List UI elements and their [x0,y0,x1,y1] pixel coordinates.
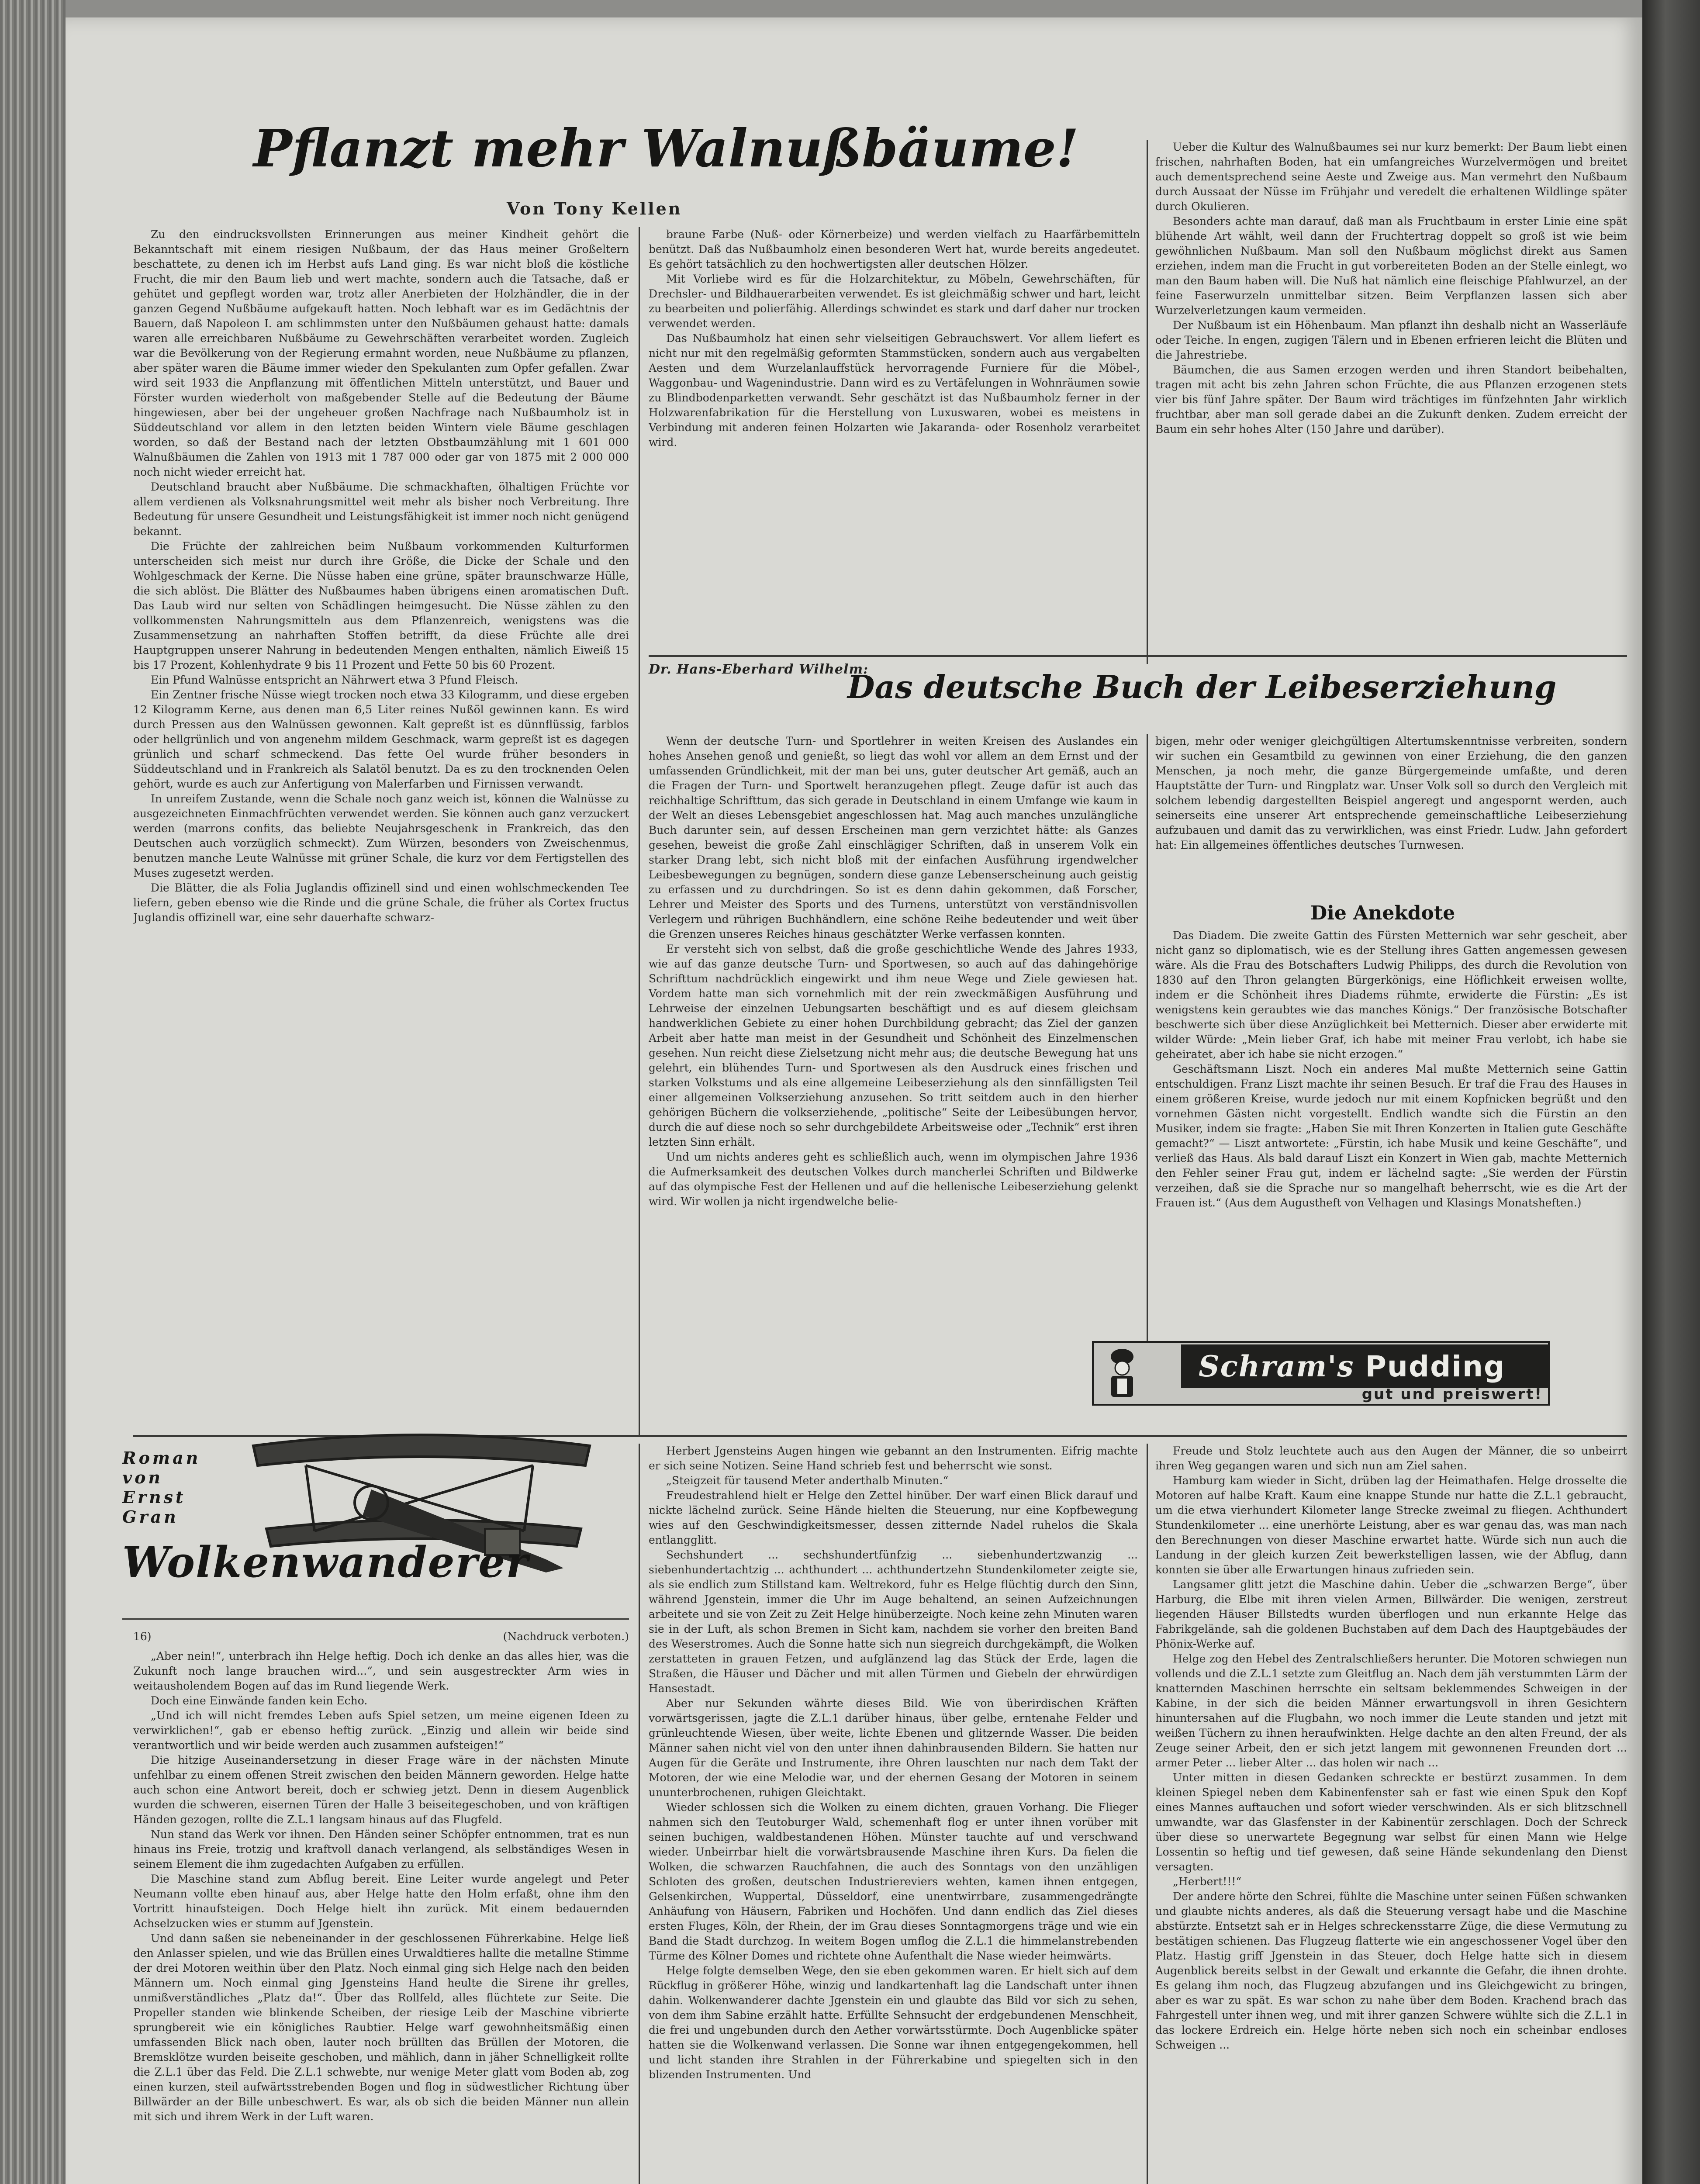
novel-copyright-notice: (Nachdruck verboten.) [503,1630,629,1643]
novel-chapter-number: 16) [133,1630,152,1643]
newspaper-page [66,17,1642,2184]
novel-column-2: Herbert Jgensteins Augen hingen wie gebannt an den Instrumenten. Eifrig machte er sich seine Notizen. Seine Hand schrieb fest und beherrscht wie sonst. „Steigzeit für tausend Meter anderthalb Minuten.“ Freudestrahlend hielt er Helge den Zettel hinüber. Der warf einen Blick darauf und nickte lächelnd zurück. Seine Hände hielten die Steuerung, nur eine Kopfbewegung wies auf den Geschwindigkeitsmesser, dessen zitternde Nadel ruhelos die Skala entlangglitt. Sechshundert ... sechshundertfünfzig ... siebenhundertzwanzig ... siebenhundertachtzig ... achthundert ... achthundertzehn Stundenkilometer zeigte sie, als sie endlich zum Stillstand kam. Weltrekord, fuhr es Helge flüchtig durch den Sinn, während Jgenstein, immer die Uhr im Auge behaltend, an seinen Aufzeichnungen arbeitete und sie von Zeit zu Zeit Helge hinüberzeigte. Noch keine zehn Minuten waren sie in der Luft, als schon Bremen in Sicht kam, nachdem sie vorher den breiten Band des Weserstromes. Auch die Sonne hatte sich nun siegreich durchgekämpft, die Wolken zerstatteten in grauen Fetzen, und aufglänzend lag das Stück der Erde, lagen die Straßen, die Häuser und Dächer und mit allen Türmen und Giebeln der ehrwürdigen Hansestadt. Aber nur Sekunden währte dieses Bild. Wie von überirdischen Kräften vorwärtsgerissen, jagte die Z.L.1 darüber hinaus, über gelbe, erntenahe Felder und grünleuchtende Wiesen, über weite, lichte Ebenen und glitzernde Wasser. Die beiden Männer sahen nicht viel von den unter ihnen dahinbrausenden Bildern. Sie hatten nur Augen für die Geräte und Instrumente, ihre Ohren lauschten nur nach dem Takt der Motoren, der wie eine Melodie war, und der ehernen Gesang der Motoren in seinem ununterbrochenen, ruhigen Gleichtakt. Wieder schlossen sich die Wolken zu einem dichten, grauen Vorhang. Die Flieger nahmen sich den Teutoburger Wald, schemenhaft flog er unter ihnen vorüber mit seinen buchigen, waldbestandenen Höhen. Münster tauchte auf und verschwand wieder. Unbeirrbar hielt die vorwärtsbrausende Maschine ihren Kurs. Da fielen die Wolken, die schwarzen Rauchfahnen, die auch des Sonntags von den unzähligen Schloten des großen, deutschen Industriereviers wehten, kamen ihnen entgegen, Gelsenkirchen, Wuppertal, Düsseldorf, eine unentwirrbare, zusammengedrängte Anhäufung von Häusern, Fabriken und Hochöfen. Und dann endlich das Ziel dieses ersten Fluges, Köln, der Rhein, der im Grau dieses Sonntagmorgens träge und wie ein Band die Stadt durchzog. In weitem Bogen umflog die Z.L.1 die himmelanstrebenden Türme des Kölner Domes und richtete ohne Aufenthalt die Nase wieder heimwärts. Helge folgte demselben Wege, den sie eben gekommen waren. Er hielt sich auf dem Rückflug in größerer Höhe, winzig und landkartenhaft lag die Landschaft unter ihnen dahin. Wolkenwanderer dachte Jgenstein ein und glaubte das Bild vor sich zu sehen, von dem ihm Sabine erzählt hatte. Erfüllte Sehnsucht der erdgebundenen Menschheit, die frei und ungebunden durch den Aether vorwärtsstürmte. Doch Augenblicke später hatten sie die Wolkenwand verlassen. Die Sonne war ihnen entgegengekommen, hell und licht standen ihre Strahlen in der Führerkabine und spiegelten sich in den blizenden Instrumenten. Und [649,1444,1138,2081]
novel-column-3: Freude und Stolz leuchtete auch aus den Augen der Männer, die so unbeirrt ihren Weg gegangen waren und sich nun am Ziel sahen. Hamburg kam wieder in Sicht, drüben lag der Heimathafen. Helge drosselte die Motoren auf halbe Kraft. Kaum eine knappe Stunde nur hatte die Z.L.1 gebraucht, um die etwa vierhundert Kilometer lange Strecke zweimal zu fliegen. Achthundert Stundenkilometer ... eine unerhörte Leistung, aber es war genau das, was man nach den Berechnungen von dieser Maschine erwartet hatte. Würde sich nun auch die Landung in der gleich kurzen Zeit bewerkstelligen lassen, wie der Abflug, dann konnten sie über alle Erwartungen hinaus zufrieden sein. Langsamer glitt jetzt die Maschine dahin. Ueber die „schwarzen Berge“, über Harburg, die Elbe mit ihren vielen Armen, Billwärder. Die wenigen, zerstreut liegenden Häuser Billstedts wurden überflogen und nun erkannte Helge das Fabrikgelände, sah die goldenen Buchstaben auf dem Dach des Hauptgebäudes der Phönix-Werke auf. Helge zog den Hebel des Zentralschließers herunter. Die Motoren schwiegen nun vollends und die Z.L.1 setzte zum Gleitflug an. Nach dem jäh verstummten Lärm der knatternden Maschinen herrschte ein seltsam beklemmendes Schweigen in der Kabine, in der sich die beiden Männer erwartungsvoll in ihren Gesichtern hinuntersahen auf die Flugbahn, wo noch immer die Leute standen und jetzt mit weißen Tüchern zu ihnen heraufwinkten. Helge dachte an den alten Freund, der als Zeuge seiner Arbeit, den er sich jetzt langem mit gewonnenen Freunden dort ... armer Peter ... lieber Alter ... das holen wir nach ... Unter mitten in diesen Gedanken schreckte er bestürzt zusammen. In dem kleinen Spiegel neben dem Kabinenfenster sah er fast wie einen Spuk den Kopf eines Mannes auftauchen und sofort wieder verschwinden. Als er sich blitzschnell umwandte, war das Glasfenster in der Kabinentür zerschlagen. Doch der Schreck über diese so unerwartete Begegnung war selbst für einen Mann wie Helge Lossentin so heftig und tief gewesen, daß seine Hände sekundenlang den Dienst versagten. „Herbert!!!“ Der andere hörte den Schrei, fühlte die Maschine unter seinen Füßen schwanken und glaubte nichts anderes, als daß die Steuerung versagt habe und die Maschine abstürzte. Entsetzt sah er in Helges schreckensstarre Züge, die diese Vermutung zu bestätigen schienen. Das Flugzeug flatterte wie ein angeschossener Vogel über den Platz. Hastig griff Jgenstein in das Steuer, doch Helge hatte sich in diesem Augenblick bereits selbst in der Gewalt und erkannte die Gefahr, die ihnen drohte. Es gelang ihm noch, das Flugzeug abzufangen und ins Gleichgewicht zu bringen, aber es war zu spät. Es war schon zu nahe über dem Boden. Krachend brach das Fahrgestell unter ihnen weg, und mit ihrer ganzen Schwere wühlte sich die Z.L.1 in das lockere Erdreich ein. Helge hörte neben sich noch ein scheinbar endloses Schweigen ... [1155,1444,1627,2051]
article1-column-1: Zu den eindrucksvollsten Erinnerungen aus meiner Kindheit gehört die Bekanntschaft mit einem riesigen Nußbaum, der das Haus meiner Großeltern beschattete, zu denen ich im Herbst aufs Land ging. Es war nicht bloß die köstliche Frucht, die mir den Baum lieb und wert machte, sondern auch die Tatsache, daß er gehütet und gepflegt worden war, trotz aller Anerbieten der Holzhändler, die in der ganzen Gegend Nußbäume aufgekauft hatten. Noch lebhaft war es im Gedächtnis der Bauern, daß Napoleon I. am schlimmsten unter den Nußbäumen gehaust hatte: damals waren alle erreichbaren Nußbäume zu Gewehrschäften verarbeitet worden. Zugleich war die Bevölkerung von der Regierung ermahnt worden, neue Nußbäume zu pflanzen, aber später waren die Bäume immer wieder den Spekulanten zum Opfer gefallen. Zwar wird seit 1933 die Anpflanzung mit öffentlichen Mitteln unterstützt, und Bauer und Förster wurden wiederholt von maßgebender Stelle auf die Bedeutung der Bäume hingewiesen, aber bei der ungeheuer großen Nachfrage nach Nußbaumholz ist in Süddeutschland vor allem in den letzten beiden Wintern viele Bäume geschlagen worden, so daß der Bestand nach der letzten Obstbaumzählung mit 1 601 000 Walnußbäumen die Zahlen von 1913 mit 1 787 000 oder gar von 1875 mit 2 000 000 noch nicht wieder erreicht hat. Deutschland braucht aber Nußbäume. Die schmackhaften, ölhaltigen Früchte vor allem verdienen als Volksnahrungsmittel weit mehr als bisher noch Verbreitung. Ihre Bedeutung für unsere Gesundheit und Leistungsfähigkeit ist immer noch nicht genügend bekannt. Die Früchte der zahlreichen beim Nußbaum vorkommenden Kulturformen unterscheiden sich meist nur durch ihre Größe, die Dicke der Schale und den Wohlgeschmack der Kerne. Die Nüsse haben eine grüne, später braunschwarze Hülle, die sich ablöst. Die Blätter des Nußbaumes haben übrigens einen aromatischen Duft. Das Laub wird nur selten von Schädlingen heimgesucht. Die Nüsse zählen zu den vollkommensten Nahrungsmitteln aus dem Pflanzenreich, wenigstens was die Zusammensetzung an nahrhaften Stoffen betrifft, da diese Früchte alle drei Hauptgruppen unserer Nahrung in bedeutenden Mengen enthalten, nämlich Eiweiß 15 bis 17 Prozent, Kohlenhydrate 9 bis 11 Prozent und Fette 50 bis 60 Prozent. Ein Pfund Walnüsse entspricht an Nährwert etwa 3 Pfund Fleisch. Ein Zentner frische Nüsse wiegt trocken noch etwa 33 Kilogramm, und diese ergeben 12 Kilogramm Kerne, aus denen man 6,5 Liter reines Nußöl gewinnen kann. Es wird durch Pressen aus den Walnüssen gewonnen. Kalt gepreßt ist es dünnflüssig, farblos oder hellgrünlich und von angenehm mildem Geschmack, warm gepreßt ist es dagegen grünlich und scharf schmeckend. Das fette Oel wurde früher besonders in Süddeutschland und in Frankreich als Salatöl benutzt. Da es zu den trocknenden Oelen gehört, wurde es auch zur Anfertigung von Malerfarben und Firnissen verwandt. In unreifem Zustande, wenn die Schale noch ganz weich ist, können die Walnüsse zu ausgezeichneten Einmachfrüchten verwendet werden. Sie können auch ganz verzuckert werden (marrons confits, das beliebte Neujahrsgeschenk in Frankreich, das den Deutschen auch vorzüglich schmeckt). Zum Würzen, besonders von Zweischenmus, benutzen manche Leute Walnüsse mit grüner Schale, die kurz vor dem Fertigstellen des Muses zugesetzt werden. Die Blätter, die als Folia Juglandis offizinell sind und einen wohlschmeckenden Tee liefern, geben ebenso wie die Rinde und die grüne Schale, die früher als Cortex fructus Juglandis offizinell war, eine sehr dauerhafte schwarz- [133,228,629,924]
anecdote-text: Das Diadem. Die zweite Gattin des Fürsten Metternich war sehr gescheit, aber nicht ganz so diplomatisch, wie es der Stellung ihres Gatten angemessen gewesen wäre. Als die Frau des Botschafters Ludwig Philipps, des durch die Revolution von 1830 auf den Thron gelangten Bürgerkönigs, eine Höflichkeit erweisen wollte, indem er die Schönheit ihres Diadems rühmte, erwiderte die Fürstin: „Es ist wenigstens kein geraubtes wie das manches Königs.“ Der französische Botschafter beschwerte sich über diese Anzüglichkeit bei Metternich. Dieser aber erwiderte mit wilder Würde: „Mein lieber Graf, ich habe mit meiner Frau verlobt, ich habe sie geheiratet, aber ich habe sie nicht erzogen.“ Geschäftsmann Liszt. Noch ein anderes Mal mußte Metternich seine Gattin entschuldigen. Franz Liszt machte ihr seinen Besuch. Er traf die Frau des Hauses in einem größeren Kreise, wurde jedoch nur mit einem Kopfnicken begrüßt und den vornehmen Gästen nicht vorgestellt. Endlich wandte sich die Fürstin an den Musiker, indem sie fragte: „Haben Sie mit Ihren Konzerten in Italien gute Geschäfte gemacht?“ — Liszt antwortete: „Fürstin, ich habe Musik und keine Geschäfte“, und verließ das Haus. Als bald darauf Liszt ein Konzert in Wien gab, machte Metternich den Fehler seiner Frau gut, indem er lächelnd sagte: „Sie werden der Fürstin verzeihen, daß sie die Sprache nur so mangelhaft beherrscht, wie es die Art der Frauen ist.“ (Aus dem Augustheft von Velhagen und Klasings Monatsheften.) [1155,929,1627,1209]
article2-author: Dr. Hans-Eberhard Wilhelm: [649,662,869,677]
novel-label [122,1448,201,1527]
column-rule [639,1444,640,2184]
article1-column-3: Ueber die Kultur des Walnußbaumes sei nur kurz bemerkt: Der Baum liebt einen frischen, nahrhaften Boden, hat ein umfangreiches Wurzelvermögen und breitet auch dementsprechend seine Aeste und Zweige aus. Man vermehrt den Nußbaum durch Aussaat der Nüsse im Frühjahr und veredelt die erhaltenen Wildlinge später durch Okulieren. Besonders achte man darauf, daß man als Fruchtbaum in erster Linie eine spät blühende Art wählt, weil dann der Fruchtertrag doppelt so groß ist wie beim gewöhnlichen Nußbaum. Man soll den Nußbaum möglichst direkt aus Samen erziehen, indem man die Frucht in gut vorbereiteten Boden an der Stelle einlegt, wo man den Baum haben will. Die Nuß hat nämlich eine fleischige Pfahlwurzel, an der feine Faserwurzeln unmittelbar sitzen. Beim Verpflanzen lassen sich aber Wurzelverletzungen kaum vermeiden. Der Nußbaum ist ein Höhenbaum. Man pflanzt ihn deshalb nicht an Wasserläufe oder Teiche. In engen, zugigen Tälern und in Ebenen erfrieren leicht die Blüten und die Jahrestriebe. Bäumchen, die aus Samen erzogen werden und ihren Standort beibehalten, tragen mit acht bis zehn Jahren schon Früchte, die aus Pflanzen erzogenen stets vier bis fünf Jahre später. Der Baum wird trächtiges im fünfzehnten Jahr wirklich fruchtbar, aber man soll gerade dabei an die Zukunft denken. Zudem erreicht der Baum ein sehr hohes Alter (150 Jahre und darüber). [1155,141,1627,435]
book-right-edge [1642,0,1700,2184]
section-rule [122,1618,629,1620]
article1-column-2: braune Farbe (Nuß- oder Körnerbeize) und werden vielfach zu Haarfärbemitteln benützt. Daß das Nußbaumholz einen besonderen Wert hat, wurde bereits angedeutet. Es gehört tatsächlich zu den hochwertigsten aller deutschen Hölzer. Mit Vorliebe wird es für die Holzarchitektur, zu Möbeln, Gewehrschäften, für Drechsler- und Bildhauerarbeiten verwendet. Es ist gleichmäßig schwer und hart, leicht zu bearbeiten und polierfähig. Allerdings schwindet es stark und darf daher nur trocken verwendet werden. Das Nußbaumholz hat einen sehr vielseitigen Gebrauchswert. Vor allem liefert es nicht nur mit den regelmäßig geformten Stammstücken, sondern auch aus vergabelten Aesten und dem Wurzelanlauffstück hervorragende Furniere für die Möbel-, Waggonbau- und Wagenindustrie. Dann wird es zu Vertäfelungen in Wohnräumen sowie zu Blindbodenparketten verwandt. Sehr geschätzt ist das Nußbaumholz ferner in der Holzwarenfabrikation für die Herstellung von Luxuswaren, wobei es meistens in Verbindung mit anderen feinen Holzarten wie Jakaranda- oder Rosenholz verarbeitet wird. [649,228,1140,449]
novel-column-1: „Aber nein!“, unterbrach ihn Helge heftig. Doch ich denke an das alles hier, was die Zukunft noch lange brauchen wird...“, und sein ausgestreckter Arm wies in weitausholendem Bogen auf das im Rund liegende Werk. Doch eine Einwände fanden kein Echo. „Und ich will nicht fremdes Leben aufs Spiel setzen, um meine eigenen Ideen zu verwirklichen!“, gab er ebenso heftig zurück. „Einzig und allein wir beide sind verantwortlich und wir beide werden auch zusammen aufsteigen!“ Die hitzige Auseinandersetzung in dieser Frage wäre in der nächsten Minute unfehlbar zu einem offenen Streit zwischen den beiden Männern geworden. Helge hatte auch schon eine Antwort bereit, doch er schwieg jetzt. Denn in diesem Augenblick wurden die schweren, eisernen Türen der Halle 3 beiseitegeschoben, und von kräftigen Händen gezogen, rollte die Z.L.1 langsam hinaus auf das Flugfeld. Nun stand das Werk vor ihnen. Den Händen seiner Schöpfer entnommen, trat es nun hinaus ins Freie, trotzig und kraftvoll danach verlangend, als selbständiges Wesen in seinem Element die ihm zugedachten Aufgaben zu erfüllen. Die Maschine stand zum Abflug bereit. Eine Leiter wurde angelegt und Peter Neumann vollte eben hinauf aus, aber Helge hatte den Holm erfaßt, ohne ihm den Vortritt hinaufsteigen. Doch Helge hielt ihn zurück. Mit einem bedauernden Achselzucken wies er stumm auf Jgenstein. Und dann saßen sie nebeneinander in der geschlossenen Führerkabine. Helge ließ den Anlasser spielen, und wie das Brüllen eines Urwaldtieres hallte die metallne Stimme der drei Motoren weithin über den Platz. Noch einmal ging sich Helge nach den beiden Männern um. Noch einmal ging Jgensteins Hand heulte die Sirene ihr grelles, unmißverständliches „Platz da!“. Über das Rollfeld, alles flüchtete zur Seite. Die Propeller standen wie blinkende Scheiben, der riesige Leib der Maschine vibrierte sprungbereit wie ein königliches Raubtier. Helge warf gewohnheitsmäßig einen umfassenden Blick nach oben, lauter noch brüllten das Brüllen der Motoren, die Bremsklötze wurden beiseite geschoben, und mählich, dann in jäher Schnelligkeit rollte die Z.L.1 über das Feld. Die Z.L.1 schwebte, nur wenige Meter glatt vom Boden ab, zog einen kurzen, steil aufwärtsstrebenden Bogen und flog in südwestlicher Richtung über Billwärder an der Bille unbeschwert. Es war, als ob sich die beiden Männer nun allein mit sich und ihrem Werk in der Luft waren. [133,1650,629,2123]
article1-byline: Von Tony Kellen [507,199,682,218]
book-spine-page-edges [0,0,66,2184]
ad-brand-name: Schram's [1199,1349,1354,1383]
column-rule [639,227,640,1437]
novel-title: Wolkenwanderer [122,1538,529,1587]
article1-title: Pflanzt mehr Walnußbäume! [253,118,1079,179]
column-rule [1147,140,1148,664]
chef-figure-icon [1102,1347,1142,1399]
column-rule [1147,734,1148,1398]
novel-label-line-1: Roman [122,1448,201,1468]
article2-column-2: bigen, mehr oder weniger gleichgültigen Altertumskenntnisse verbreiten, sondern wir suchen ein Gesamtbild zu gewinnen von einer Erziehung, die den ganzen Menschen, ja noch mehr, die ganze Bürgergemeinde umfaßte, und deren Hauptstätte der Turn- und Ringplatz war. Unser Volk soll so durch den Vergleich mit solchem lebendig dargestellten Beispiel angeregt und angespornt werden, auch seinerseits eine unserer Art entsprechende gemeinschaftliche Leibeserziehung aufzubauen und damit das zu verwirklichen, was einst Friedr. Ludw. Jahn gefordert hat: Ein allgemeines öffentliches deutsches Turnwesen. [1155,735,1627,851]
section-rule [649,655,1627,657]
novel-label-line-4: Gran [122,1507,179,1527]
ad-brand [1181,1344,1548,1388]
column-rule [1147,1444,1148,2184]
article2-title: Das deutsche Buch der Leibeserziehung [847,668,1557,705]
novel-label-line-2: von [122,1468,163,1487]
anecdote-title: Die Anekdote [1310,902,1455,924]
ad-product: Pudding [1365,1350,1506,1383]
pudding-advertisement [1092,1341,1550,1406]
article2-column-1: Wenn der deutsche Turn- und Sportlehrer in weiten Kreisen des Auslandes ein hohes Ansehen genoß und genießt, so liegt das wohl vor allem an dem Ernst und der umfassenden Gründlichkeit, mit der man bei uns, guter deutscher Art gemäß, auch an die Fragen der Turn- und Sportwelt heranzugehen pflegt. Zeuge dafür ist auch das reichhaltige Schrifttum, das sich gerade in Deutschland in einem Umfange wie kaum in der Welt an dieses Lebensgebiet angeschlossen hat. Mag auch manches unzulängliche Buch darunter sein, auf dessen Erscheinen man gern verzichtet hätte: als Ganzes gesehen, beweist die große Zahl einschlägiger Schriften, daß in unserem Volk ein starker Drang lebt, sich nicht bloß mit der einfachen Ausführung irgendwelcher Leibesbewegungen zu begnügen, sondern diese ganze Lebenserscheinung auch geistig zu erfassen und zu durchdringen. So ist es denn dahin gekommen, daß Forscher, Lehrer und Meister des Sports und des Turnens, unterstützt von verständnisvollen Verlegern und rührigen Buchhändlern, eine schöne Reihe bedeutender und weit über die Grenzen unseres Reiches hinaus geschätzter Werke verfassen konnten. Er versteht sich von selbst, daß die große geschichtliche Wende des Jahres 1933, wie auf das ganze deutsche Turn- und Sportwesen, so auch auf das dahingehörige Schrifttum nachdrücklich eingewirkt und ihm neue Wege und Ziele gewiesen hat. Vordem hatte man sich vornehmlich mit der rein zweckmäßigen Ausführung und Lehrweise der einzelnen Uebungsarten beschäftigt und es auf diesem gleichsam handwerklichen Gebiete zu einer hohen Durchbildung gebracht; das Ziel der ganzen Arbeit aber hatte man meist in der Gesundheit und Schönheit des Einzelmenschen gesehen. Nun reicht diese Zielsetzung nicht mehr aus; die deutsche Bewegung hat uns gelehrt, ein blühendes Turn- und Sportwesen als den Ausdruck eines frischen und starken Volkstums und als eine allgemeine Leibeserziehung als den sinnfälligsten Teil einer allgemeinen Volkserziehung anzusehen. So tritt seitdem auch in den hierher gehörigen Büchern die volkserziehende, „politische“ Seite der Leibesübungen hervor, durch die auf diese noch so sehr durchgebildete Arbeitsweise oder „Technik“ erst ihren letzten Sinn erhält. Und um nichts anderes geht es schließlich auch, wenn im olympischen Jahre 1936 die Aufmerksamkeit des deutschen Volkes durch mancherlei Schriften und Bildwerke auf das olympische Fest der Hellenen und auf die hellenische Leibeserziehung gelenkt wird. Wir wollen ja nicht irgendwelche belie- [649,735,1138,1208]
novel-label-line-3: Ernst [122,1487,186,1507]
ad-slogan: gut und preiswert! [1361,1386,1543,1403]
